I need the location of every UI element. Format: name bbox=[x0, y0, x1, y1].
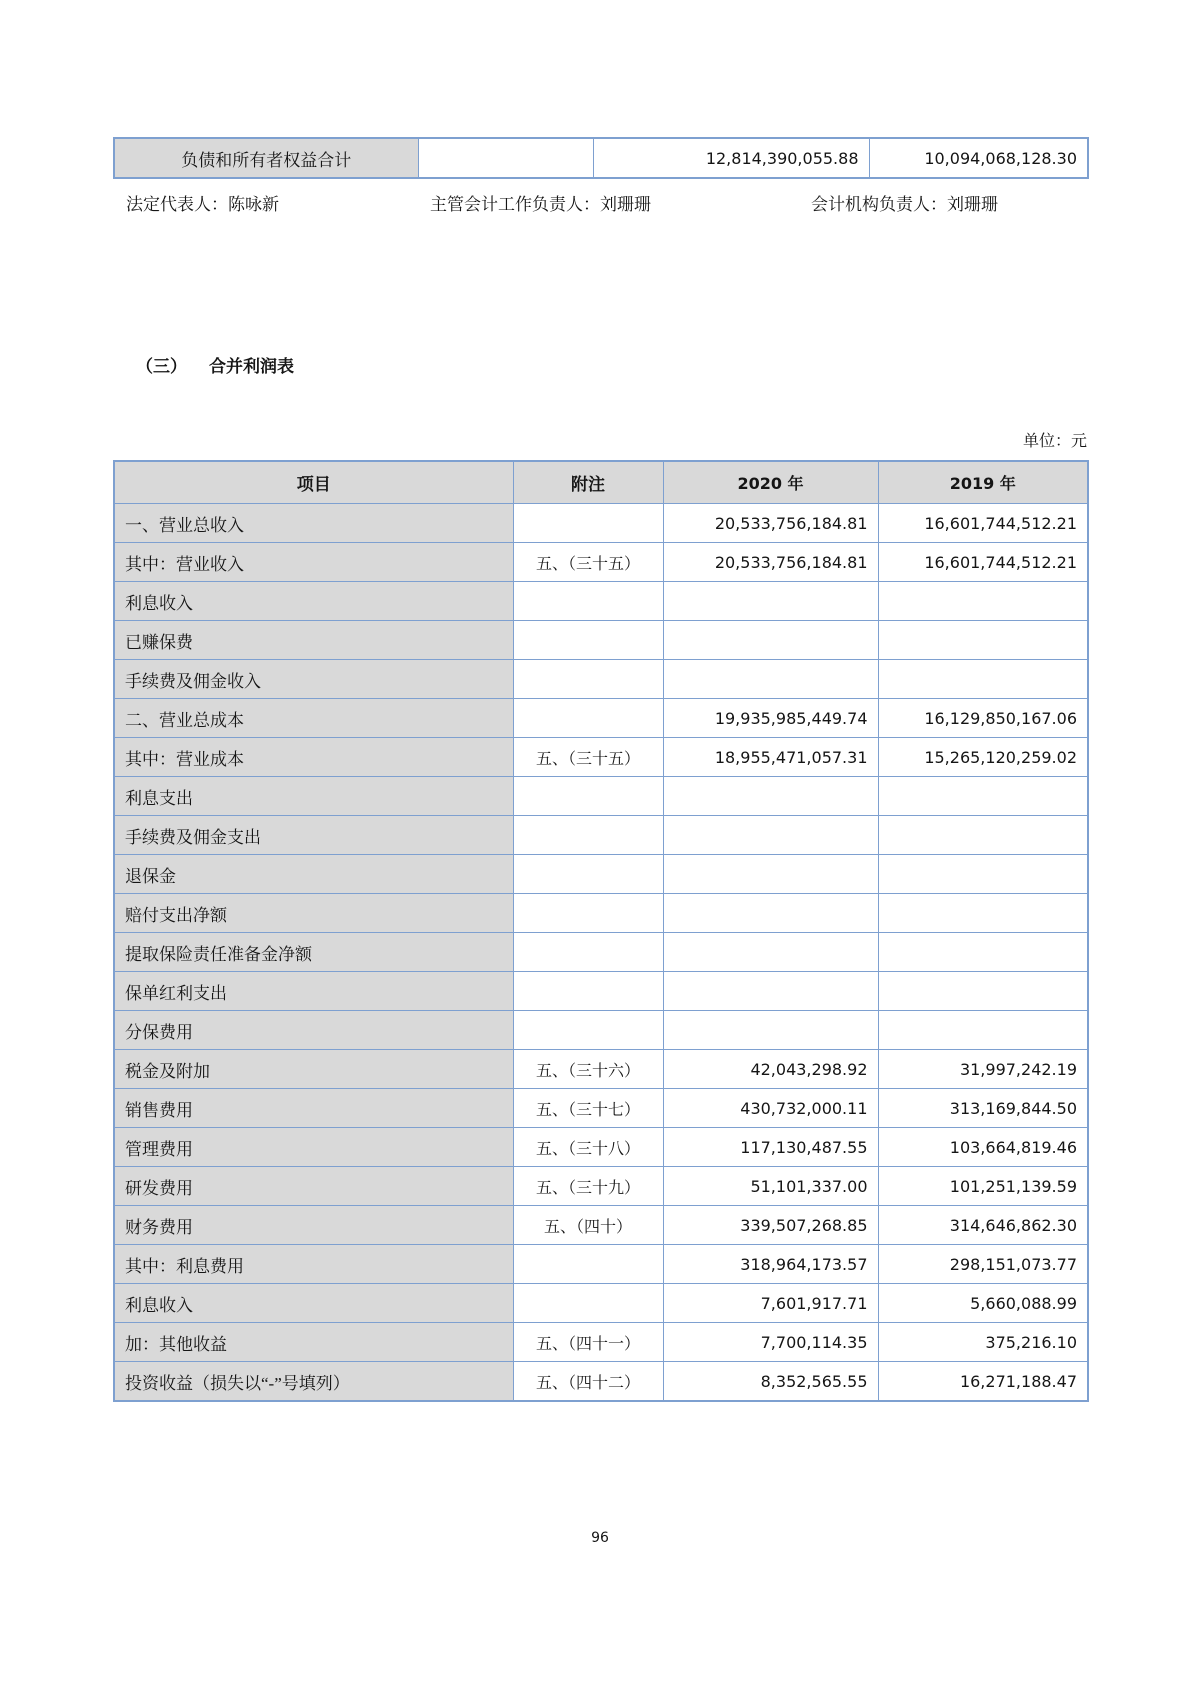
table-row bbox=[114, 894, 1088, 933]
row-note-cell bbox=[513, 660, 663, 699]
row-2020-cell bbox=[663, 1011, 878, 1050]
table-row bbox=[114, 777, 1088, 816]
row-note-cell bbox=[513, 699, 663, 738]
row-2019-cell: 16,271,188.47 bbox=[878, 1362, 1088, 1402]
row-note-cell bbox=[513, 855, 663, 894]
row-note-cell bbox=[513, 582, 663, 621]
row-2019-cell: 15,265,120,259.02 bbox=[878, 738, 1088, 777]
row-note-cell: 五、（四十） bbox=[513, 1206, 663, 1245]
page-number: 96 bbox=[591, 1530, 609, 1546]
table-row bbox=[114, 1011, 1088, 1050]
income-table-header bbox=[114, 461, 1088, 504]
row-item-cell: 研发费用 bbox=[114, 1167, 513, 1206]
row-2020-cell: 20,533,756,184.81 bbox=[663, 504, 878, 543]
row-item-cell: 其中：营业成本 bbox=[114, 738, 513, 777]
row-item-cell: 已赚保费 bbox=[114, 621, 513, 660]
row-item-cell: 赔付支出净额 bbox=[114, 894, 513, 933]
row-item-cell: 加：其他收益 bbox=[114, 1323, 513, 1362]
row-2020-cell bbox=[663, 621, 878, 660]
table-row bbox=[114, 1362, 1088, 1402]
row-2019-cell bbox=[878, 621, 1088, 660]
row-note-cell: 五、（三十五） bbox=[513, 543, 663, 582]
table-row bbox=[114, 1167, 1088, 1206]
row-note-cell bbox=[513, 894, 663, 933]
table-row bbox=[114, 504, 1088, 543]
row-note-cell: 五、（四十一） bbox=[513, 1323, 663, 1362]
row-2019-cell bbox=[878, 894, 1088, 933]
table-row bbox=[114, 621, 1088, 660]
total-note-cell bbox=[418, 138, 593, 178]
row-item-cell: 其中：营业收入 bbox=[114, 543, 513, 582]
row-note-cell bbox=[513, 1011, 663, 1050]
row-2020-cell bbox=[663, 582, 878, 621]
table-row bbox=[114, 855, 1088, 894]
income-statement-table bbox=[113, 460, 1089, 1402]
row-item-cell: 管理费用 bbox=[114, 1128, 513, 1167]
row-2020-cell bbox=[663, 777, 878, 816]
row-2019-cell bbox=[878, 660, 1088, 699]
row-item-cell: 一、营业总收入 bbox=[114, 504, 513, 543]
table-row bbox=[114, 738, 1088, 777]
row-2019-cell bbox=[878, 816, 1088, 855]
row-2020-cell: 20,533,756,184.81 bbox=[663, 543, 878, 582]
section-index: （三） bbox=[136, 357, 187, 376]
row-note-cell bbox=[513, 777, 663, 816]
row-item-cell: 保单红利支出 bbox=[114, 972, 513, 1011]
row-2020-cell: 318,964,173.57 bbox=[663, 1245, 878, 1284]
row-item-cell: 分保费用 bbox=[114, 1011, 513, 1050]
unit-label: 单位：元 bbox=[1022, 433, 1087, 450]
row-2019-cell bbox=[878, 933, 1088, 972]
header-2019-cell: 2019 年 bbox=[878, 461, 1088, 504]
total-2020-cell: 12,814,390,055.88 bbox=[593, 138, 869, 178]
row-2019-cell: 298,151,073.77 bbox=[878, 1245, 1088, 1284]
row-note-cell: 五、（三十九） bbox=[513, 1167, 663, 1206]
table-row bbox=[114, 972, 1088, 1011]
chief-accounting-officer: 主管会计工作负责人：刘珊珊 bbox=[430, 195, 651, 214]
row-note-cell bbox=[513, 621, 663, 660]
row-2019-cell: 101,251,139.59 bbox=[878, 1167, 1088, 1206]
table-row bbox=[114, 1206, 1088, 1245]
row-item-cell: 财务费用 bbox=[114, 1206, 513, 1245]
row-2020-cell: 51,101,337.00 bbox=[663, 1167, 878, 1206]
row-item-cell: 税金及附加 bbox=[114, 1050, 513, 1089]
row-note-cell bbox=[513, 1284, 663, 1323]
section-title-text: 合并利润表 bbox=[209, 357, 294, 376]
row-2020-cell: 8,352,565.55 bbox=[663, 1362, 878, 1402]
row-item-cell: 投资收益（损失以“-”号填列） bbox=[114, 1362, 513, 1402]
row-2019-cell: 16,601,744,512.21 bbox=[878, 543, 1088, 582]
row-2019-cell: 375,216.10 bbox=[878, 1323, 1088, 1362]
row-item-cell: 利息收入 bbox=[114, 582, 513, 621]
row-note-cell bbox=[513, 504, 663, 543]
row-2020-cell bbox=[663, 933, 878, 972]
accounting-department-head: 会计机构负责人：刘珊珊 bbox=[811, 195, 998, 214]
row-note-cell: 五、（三十七） bbox=[513, 1089, 663, 1128]
row-note-cell bbox=[513, 933, 663, 972]
row-note-cell: 五、（三十六） bbox=[513, 1050, 663, 1089]
row-2020-cell bbox=[663, 660, 878, 699]
total-2019-cell: 10,094,068,128.30 bbox=[869, 138, 1088, 178]
row-note-cell: 五、（三十五） bbox=[513, 738, 663, 777]
header-2020-cell: 2020 年 bbox=[663, 461, 878, 504]
row-2020-cell: 430,732,000.11 bbox=[663, 1089, 878, 1128]
row-2019-cell: 314,646,862.30 bbox=[878, 1206, 1088, 1245]
signature-line bbox=[113, 190, 1087, 214]
row-item-cell: 退保金 bbox=[114, 855, 513, 894]
total-label-cell: 负债和所有者权益合计 bbox=[114, 138, 418, 178]
row-2020-cell: 117,130,487.55 bbox=[663, 1128, 878, 1167]
row-2020-cell bbox=[663, 816, 878, 855]
row-item-cell: 提取保险责任准备金净额 bbox=[114, 933, 513, 972]
row-2019-cell bbox=[878, 855, 1088, 894]
row-2020-cell bbox=[663, 972, 878, 1011]
row-item-cell: 二、营业总成本 bbox=[114, 699, 513, 738]
row-2019-cell: 313,169,844.50 bbox=[878, 1089, 1088, 1128]
table-row bbox=[114, 1050, 1088, 1089]
table-row bbox=[114, 543, 1088, 582]
row-2019-cell: 16,601,744,512.21 bbox=[878, 504, 1088, 543]
row-2019-cell bbox=[878, 582, 1088, 621]
row-item-cell: 利息收入 bbox=[114, 1284, 513, 1323]
row-item-cell: 利息支出 bbox=[114, 777, 513, 816]
liabilities-equity-total-table bbox=[113, 137, 1089, 179]
table-row bbox=[114, 660, 1088, 699]
row-note-cell bbox=[513, 816, 663, 855]
row-2020-cell: 7,601,917.71 bbox=[663, 1284, 878, 1323]
table-row bbox=[114, 1284, 1088, 1323]
row-note-cell bbox=[513, 972, 663, 1011]
row-2019-cell: 103,664,819.46 bbox=[878, 1128, 1088, 1167]
row-item-cell: 手续费及佣金支出 bbox=[114, 816, 513, 855]
row-note-cell: 五、（三十八） bbox=[513, 1128, 663, 1167]
table-row bbox=[114, 138, 1088, 178]
row-2020-cell: 7,700,114.35 bbox=[663, 1323, 878, 1362]
table-row bbox=[114, 1323, 1088, 1362]
header-row bbox=[114, 461, 1088, 504]
row-2019-cell bbox=[878, 972, 1088, 1011]
row-2020-cell bbox=[663, 894, 878, 933]
row-2020-cell: 18,955,471,057.31 bbox=[663, 738, 878, 777]
header-note-cell: 附注 bbox=[513, 461, 663, 504]
row-2019-cell bbox=[878, 1011, 1088, 1050]
row-2020-cell: 19,935,985,449.74 bbox=[663, 699, 878, 738]
section-heading bbox=[136, 352, 294, 377]
legal-representative: 法定代表人：陈咏新 bbox=[126, 195, 279, 214]
table-row bbox=[114, 933, 1088, 972]
row-note-cell bbox=[513, 1245, 663, 1284]
row-2020-cell bbox=[663, 855, 878, 894]
row-2019-cell: 31,997,242.19 bbox=[878, 1050, 1088, 1089]
row-item-cell: 销售费用 bbox=[114, 1089, 513, 1128]
row-2019-cell: 16,129,850,167.06 bbox=[878, 699, 1088, 738]
income-table-body bbox=[114, 504, 1088, 1402]
table-row bbox=[114, 1089, 1088, 1128]
table-row bbox=[114, 1128, 1088, 1167]
table-row bbox=[114, 699, 1088, 738]
table-row bbox=[114, 582, 1088, 621]
header-item-cell: 项目 bbox=[114, 461, 513, 504]
row-2020-cell: 42,043,298.92 bbox=[663, 1050, 878, 1089]
row-2019-cell: 5,660,088.99 bbox=[878, 1284, 1088, 1323]
row-note-cell: 五、（四十二） bbox=[513, 1362, 663, 1402]
row-2019-cell bbox=[878, 777, 1088, 816]
row-2020-cell: 339,507,268.85 bbox=[663, 1206, 878, 1245]
table-row bbox=[114, 816, 1088, 855]
row-item-cell: 手续费及佣金收入 bbox=[114, 660, 513, 699]
row-item-cell: 其中：利息费用 bbox=[114, 1245, 513, 1284]
table-row bbox=[114, 1245, 1088, 1284]
